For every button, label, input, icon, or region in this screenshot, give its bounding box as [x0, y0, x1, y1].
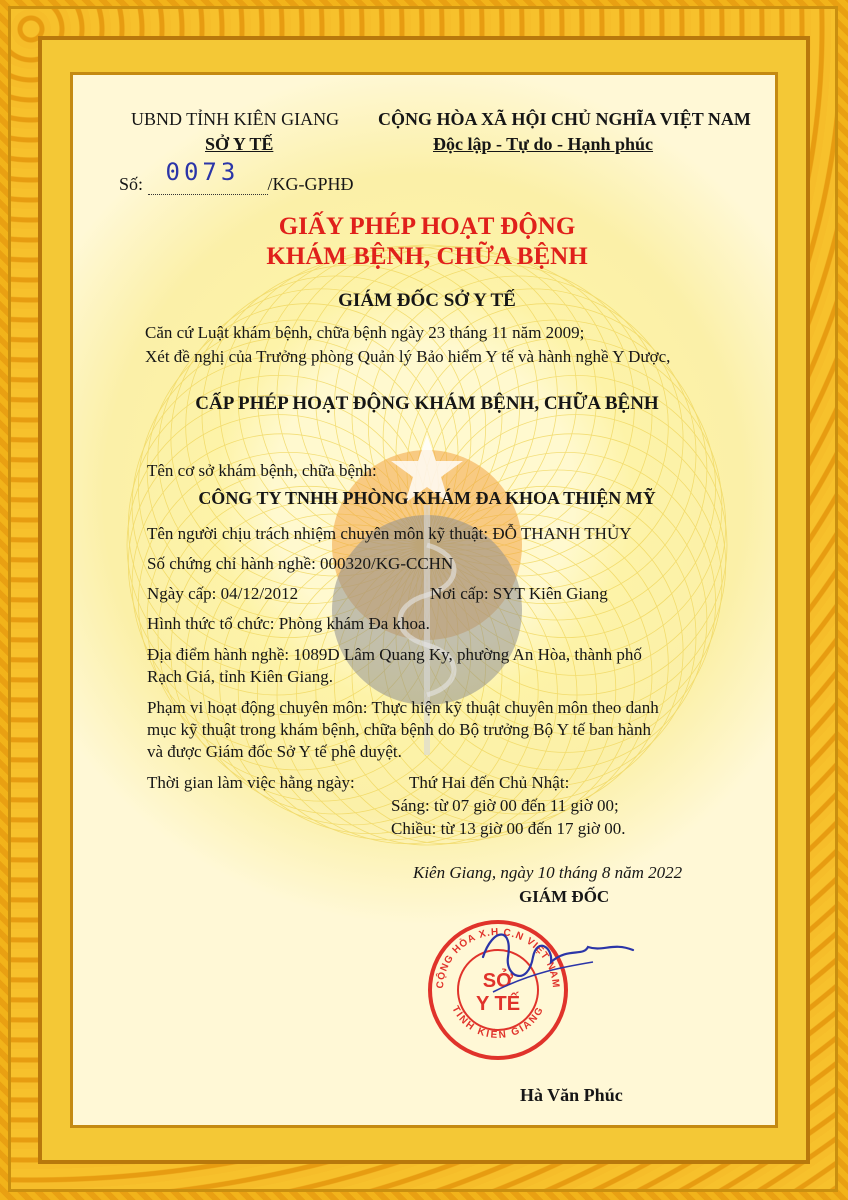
- header-right-motto: Độc lập - Tự do - Hạnh phúc: [433, 134, 654, 154]
- handwritten-signature: [473, 917, 683, 1007]
- organization-form: Hình thức tổ chức: Phòng khám Đa khoa.: [147, 614, 430, 633]
- hours-morning: Sáng: từ 07 giờ 00 đến 11 giờ 00;: [391, 796, 619, 815]
- signer-title: GIÁM ĐỐC: [519, 887, 610, 906]
- stamp-center-2: Y TẾ: [475, 993, 521, 1015]
- issuer-heading: GIÁM ĐỐC SỞ Y TẾ: [338, 290, 516, 311]
- issue-date: Ngày cấp: 04/12/2012: [147, 584, 299, 603]
- scope-line-1: Phạm vi hoạt động chuyên môn: Thực hiện kỹ thuật chuyên môn theo danh: [147, 698, 659, 717]
- title-line2: KHÁM BỆNH, CHỮA BỆNH: [266, 243, 588, 270]
- legal-basis-2: Xét đề nghị của Trưởng phòng Quản lý Bảo hiểm Y tế và hành nghề Y Dược,: [145, 347, 671, 366]
- facility-name: CÔNG TY TNHH PHÒNG KHÁM ĐA KHOA THIỆN MỸ: [198, 488, 656, 508]
- header-left-dept: SỞ Y TẾ: [205, 134, 274, 154]
- signer-name: Hà Văn Phúc: [520, 1085, 623, 1105]
- certificate-number: Số chứng chỉ hành nghề: 000320/KG-CCHN: [147, 554, 454, 573]
- issue-place: Nơi cấp: SYT Kiên Giang: [430, 584, 608, 603]
- certificate-paper: [70, 72, 778, 1128]
- address-line-1: Địa điểm hành nghề: 1089D Lâm Quang Ky, phường An Hòa, thành phố: [147, 645, 642, 664]
- stamp-center-1: SỞ: [482, 970, 514, 992]
- number-field: [148, 158, 268, 195]
- number-value: 0073: [165, 158, 240, 186]
- working-hours-label: Thời gian làm việc hằng ngày:: [147, 773, 355, 792]
- title-line1: GIẤY PHÉP HOẠT ĐỘNG: [278, 213, 576, 240]
- address-line-2: Rạch Giá, tỉnh Kiên Giang.: [147, 667, 334, 686]
- place-and-date: Kiên Giang, ngày 10 tháng 8 năm 2022: [413, 863, 683, 882]
- grant-heading: CẤP PHÉP HOẠT ĐỘNG KHÁM BỆNH, CHỮA BỆNH: [195, 393, 659, 414]
- stamp-ring-bottom: TỈNH KIÊN GIANG: [449, 1004, 547, 1042]
- responsible-person: Tên người chịu trách nhiệm chuyên môn kỹ thuật: ĐỖ THANH THỦY: [147, 524, 632, 543]
- scope-line-3: và được Giám đốc Sở Y tế phê duyệt.: [147, 742, 402, 761]
- number-suffix: /KG-GPHĐ: [267, 174, 354, 194]
- working-days: Thứ Hai đến Chủ Nhật:: [409, 773, 570, 792]
- legal-basis-1: Căn cứ Luật khám bệnh, chữa bệnh ngày 23 tháng 11 năm 2009;: [145, 323, 585, 342]
- stamp-ring-top: CỘNG HÒA X.H.C.N VIỆT NAM: [434, 926, 562, 990]
- header-left-org: UBND TỈNH KIÊN GIANG: [131, 109, 340, 129]
- header-right-nation: CỘNG HÒA XÃ HỘI CHỦ NGHĨA VIỆT NAM: [378, 109, 751, 129]
- hours-afternoon: Chiều: từ 13 giờ 00 đến 17 giờ 00.: [391, 819, 626, 838]
- facility-label: Tên cơ sở khám bệnh, chữa bệnh:: [147, 461, 377, 480]
- number-prefix: Số:: [119, 174, 144, 194]
- scope-line-2: mục kỹ thuật trong khám bệnh, chữa bệnh do Bộ trưởng Bộ Y tế ban hành: [147, 720, 651, 739]
- document-number: [119, 158, 354, 195]
